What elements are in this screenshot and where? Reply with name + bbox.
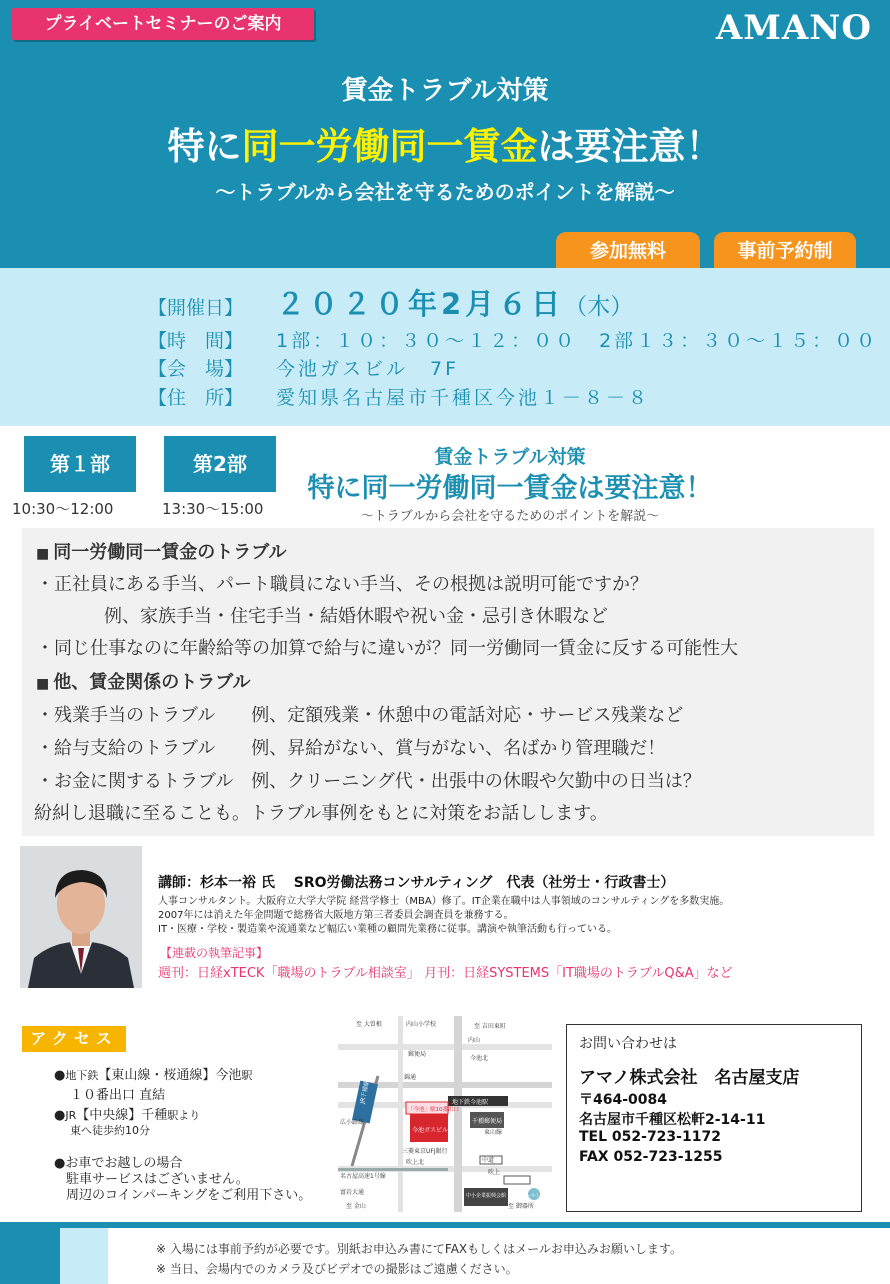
jr-station-suffix: 駅より	[167, 1109, 201, 1122]
trouble-line: ・残業手当のトラブル 例、定額残業・休憩中の電話対応・サービス残業など	[36, 705, 684, 726]
event-address	[148, 383, 650, 410]
map-label: 内山	[468, 1037, 481, 1044]
subway-prefix: 地下鉄	[65, 1069, 99, 1082]
lecturer-bio-line: IT・医療・学校・製造業や流通業など幅広い業種の顧問先業務に従事。講演や執筆活動も行っている。	[158, 924, 618, 935]
map-label: 広小路線	[340, 1119, 365, 1126]
amano-logo: AMANO	[715, 8, 872, 48]
lecturer-photo	[20, 846, 142, 988]
map-label: 至 吉田東町	[474, 1023, 506, 1030]
part1-badge: 第１部	[24, 436, 136, 492]
map-label: 今池北	[470, 1055, 489, 1062]
trouble-summary: 紛糾し退職に至ることも。トラブル事例をもとに対策をお話しします。	[34, 803, 608, 824]
hero-subtitle: 賃金トラブル対策	[341, 76, 549, 106]
time-value: 1部：１０：３０～１２：００ 2部１３：３０～１５：００	[276, 330, 879, 352]
jr-walk-text: 東へ徒歩約10分	[70, 1124, 150, 1137]
contact-tel: TEL 052-723-1172	[579, 1129, 721, 1145]
lecturer-works-label: 【連載の執筆記事】	[160, 946, 269, 960]
trouble-line: ・給与支給のトラブル 例、昇給がない、賞与がない、名ばかり管理職だ！	[36, 738, 666, 759]
access-car-note: 駐車サービスはございません。	[66, 1172, 249, 1187]
lecturer-bio-line: 2007年には消えた年金問題で総務省大阪地方第三者委員会調査員を兼務する。	[158, 910, 514, 921]
date-weekday: （木）	[564, 294, 634, 320]
venue-label: 【会 場】	[148, 358, 244, 380]
date-value: ２０２０年2月６日	[276, 287, 565, 321]
private-seminar-tag: プライベートセミナーのご案内	[12, 8, 314, 40]
hero-banner	[0, 0, 890, 268]
access-label: アクセス	[22, 1026, 126, 1052]
part2-time: 13:30～15:00	[162, 500, 264, 518]
access-jr	[54, 1104, 200, 1123]
session-title: 特に同一労働同一賃金は要注意！	[307, 473, 713, 504]
access-jr-walk	[70, 1122, 150, 1138]
map-label: JR千種駅	[359, 1079, 371, 1105]
event-venue	[148, 354, 459, 381]
lecturer-name: 講師：杉本一裕 氏 SRO労働法務コンサルティング 代表（社労士・行政書士）	[158, 875, 675, 891]
contact-box	[566, 1024, 862, 1212]
map-label: 中小企業振興会館（吹上ホール）	[466, 1193, 541, 1199]
session-subtitle: 賃金トラブル対策	[434, 446, 586, 468]
hero-title	[0, 116, 890, 170]
map-label: 「今池」駅10番出口	[408, 1107, 459, 1113]
access-car-note: 周辺のコインパーキングをご利用下さい。	[66, 1188, 312, 1203]
jr-prefix: JR	[65, 1109, 77, 1122]
map-label: 錦通	[404, 1074, 417, 1081]
square-bullet-icon: ■	[36, 676, 50, 692]
contact-fax: FAX 052-723-1255	[579, 1149, 723, 1165]
trouble-line: ・正社員にある手当、パート職員にない手当、その根拠は説明可能ですか？	[36, 574, 648, 595]
contact-company: アマノ株式会社 名古屋支店	[579, 1068, 800, 1088]
square-bullet-icon: ■	[36, 546, 50, 562]
jr-line: 【中央線】千種	[76, 1108, 168, 1123]
trouble-line: ・同じ仕事なのに年齢給等の加算で給与に違いが？同一労働同一賃金に反する可能性大	[36, 638, 738, 659]
contact-address: 名古屋市千種区松軒2-14-11	[579, 1112, 766, 1128]
subway-line: 【東山線・桜通線】今池	[98, 1068, 242, 1083]
map-label: 郵便局	[408, 1051, 427, 1058]
map-svg	[338, 1016, 552, 1212]
map-label: 至 御器所	[508, 1203, 534, 1210]
access-subway-exit: １０番出口 直結	[70, 1088, 166, 1103]
access-car-heading: ●お車でお越しの場合	[54, 1156, 183, 1171]
contact-zip: 〒464-0084	[579, 1092, 667, 1108]
trouble-panel	[22, 528, 874, 836]
date-label: 【開催日】	[148, 297, 244, 319]
session-tagline: ～トラブルから会社を守るためのポイントを解説～	[360, 509, 660, 524]
hero-title-highlight: 同一労働同一賃金	[241, 125, 538, 168]
lecturer-works: 週刊：日経xTECK「職場のトラブル相談室」 月刊：日経SYSTEMS「IT職場のトラブルQ&A」など	[158, 966, 733, 981]
map-label: 地下鉄今池駅	[452, 1099, 489, 1106]
footer-note: ※ 当日、会場内でのカメラ及びビデオでの撮影はご遠慮ください。	[156, 1262, 518, 1276]
subway-station-suffix: 駅	[241, 1069, 253, 1082]
footer-accent	[60, 1228, 108, 1284]
map-label: 内山小学校	[406, 1021, 437, 1028]
trouble-line: 例、家族手当・住宅手当・結婚休暇や祝い金・忌引き休暇など	[104, 606, 608, 627]
address-label: 【住 所】	[148, 387, 244, 409]
bullet-icon: ●	[54, 1068, 66, 1083]
map-label: 中道	[482, 1157, 495, 1164]
lecturer-bio-line: 人事コンサルタント。大阪府立大学大学院 経営学修士（MBA）修了。IT企業在職中は人事領域のコンサルティングを多数実施。	[158, 896, 730, 907]
hero-tagline: ～トラブルから会社を守るためのポイントを解説～	[215, 180, 675, 204]
event-date	[148, 282, 633, 323]
address-value: 愛知県名古屋市千種区今池１－８－８	[276, 387, 651, 409]
map-label: 千種郵便局	[472, 1118, 503, 1125]
event-info	[0, 268, 890, 426]
event-time	[148, 326, 878, 353]
trouble-heading-2	[36, 668, 251, 694]
hero-title-post: は要注意！	[537, 125, 723, 168]
access-map	[338, 1016, 552, 1212]
footer-note: ※ 入場には事前予約が必要です。別紙お申込み書にてFAXもしくはメールお申込みお願いします。	[156, 1242, 682, 1256]
map-label: 今池ガスビル	[412, 1127, 449, 1134]
contact-label: お問い合わせは	[579, 1036, 677, 1052]
hero-title-pre: 特に	[167, 125, 242, 168]
map-label: 吹上北	[406, 1159, 425, 1166]
venue-value: 今池ガスビル 7F	[276, 358, 460, 380]
trouble-heading-1-text: 同一労働同一賃金のトラブル	[53, 542, 287, 563]
time-label: 【時 間】	[148, 330, 244, 352]
map-label: 至 金山	[346, 1203, 366, 1210]
lecturer-portrait-icon	[20, 846, 142, 988]
map-label: 至 大曽根	[356, 1021, 382, 1028]
map-label: 名古屋高速1号線	[340, 1173, 386, 1180]
trouble-heading-1	[36, 538, 287, 564]
access-subway	[54, 1064, 252, 1083]
map-label: 東山線	[484, 1129, 503, 1136]
trouble-line: ・お金に関するトラブル 例、クリーニング代・出張中の休暇や欠勤中の日当は？	[36, 771, 701, 792]
part1-time: 10:30～12:00	[12, 500, 114, 518]
map-label: 吹上	[488, 1169, 501, 1176]
bullet-icon: ●	[54, 1108, 66, 1123]
map-label: 富岩大通	[340, 1189, 365, 1196]
trouble-heading-2-text: 他、賃金関係のトラブル	[53, 672, 251, 693]
reservation-badge: 事前予約制	[714, 232, 856, 270]
free-badge: 参加無料	[556, 232, 700, 270]
part2-badge: 第2部	[164, 436, 276, 492]
map-label: 三菱東京UFJ銀行	[402, 1148, 448, 1155]
